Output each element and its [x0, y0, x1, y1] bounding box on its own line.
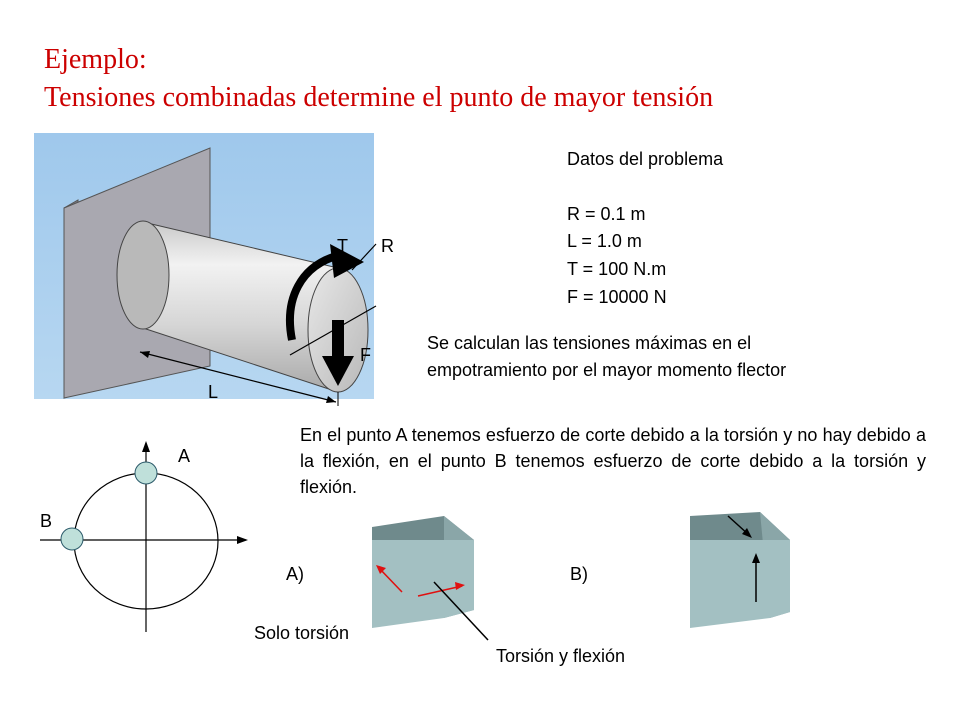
- data-item-radius: R = 0.1 m: [567, 204, 646, 224]
- note-max-stress-line-1: Se calculan las tensiones máximas en el: [427, 333, 752, 353]
- caption-torsion-flexion: Torsión y flexión: [496, 646, 626, 666]
- explanation-paragraph: En el punto A tenemos esfuerzo de corte debido a la torsión y no hay debido a la flexión, en el punto B tenemos esfuerzo de corte debido a la torsión y flexión.: [300, 425, 926, 497]
- label-cube-A: A): [286, 564, 304, 584]
- label-radius: R: [381, 236, 394, 256]
- data-item-torque: T = 100 N.m: [567, 259, 667, 279]
- caption-solo-torsion: Solo torsión: [254, 623, 350, 643]
- label-force: F: [360, 345, 371, 365]
- label-point-A: A: [178, 446, 191, 466]
- axis-arrowhead: [237, 536, 248, 544]
- data-item-length: L = 1.0 m: [567, 231, 642, 251]
- data-item-force: F = 10000 N: [567, 287, 667, 307]
- label-torque: T: [337, 236, 348, 256]
- cube-A: [286, 516, 488, 640]
- section-figure: [40, 441, 248, 632]
- label-cube-B: B): [570, 564, 588, 584]
- shaft-left-end: [117, 221, 169, 329]
- cube-B-front: [690, 540, 790, 628]
- point-A-marker: [135, 462, 157, 484]
- data-heading: Datos del problema: [567, 149, 724, 169]
- force-arrow-shaft: [332, 320, 344, 360]
- cube-B: [570, 512, 790, 628]
- title-line-1: Ejemplo:: [44, 44, 147, 75]
- axis-arrowhead: [142, 441, 150, 452]
- label-length: L: [208, 382, 219, 402]
- label-point-B: B: [40, 511, 53, 531]
- point-B-marker: [61, 528, 83, 550]
- title-line-2: Tensiones combinadas determine el punto de mayor tensión: [44, 82, 714, 113]
- shaft-figure: [34, 133, 394, 406]
- note-max-stress-line-2: empotramiento por el mayor momento flector: [427, 360, 787, 380]
